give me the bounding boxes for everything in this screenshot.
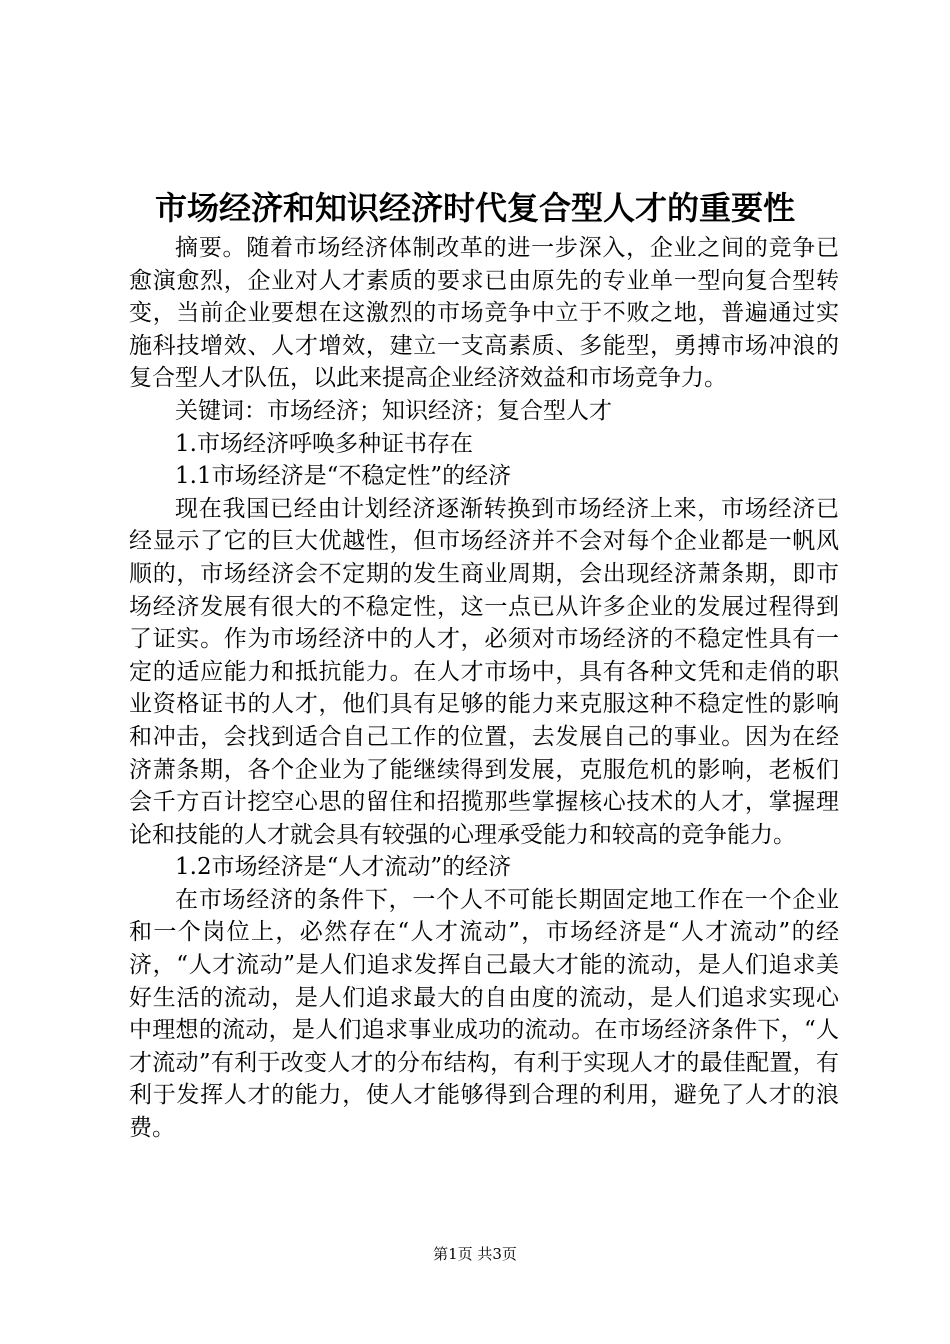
section-heading-1: 1.市场经济呼唤多种证书存在 [175,430,473,457]
keywords-line: 关键词：市场经济；知识经济；复合型人才 [175,397,612,424]
abstract-paragraph: 摘要。随着市场经济体制改革的进一步深入，企业之间的竞争已愈演愈烈，企业对人才素质的要求已由原先的专业单一型向复合型转变，当前企业要想在这激烈的市场竞争中立于不败之地，普遍通过实施科技增效、人才增效，建立一支高素质、多能型，勇搏市场冲浪的复合型人才队伍，以此来提高企业经济效益和市场竞争力。 [129,235,839,392]
page-footer: 第1页 共3页 [433,1245,517,1263]
document-title: 市场经济和知识经济时代复合型人才的重要性 [154,189,795,227]
section-heading-1-1: 1.1市场经济是“不稳定性”的经济 [175,463,512,490]
section-1-1-paragraph: 现在我国已经由计划经济逐渐转换到市场经济上来，市场经济已经显示了它的巨大优越性，但市场经济并不会对每个企业都是一帆风顺的，市场经济会不定期的发生商业周期，会出现经济萧条期，即市场经济发展有很大的不稳定性，这一点已从许多企业的发展过程得到了证实。作为市场经济中的人才，必须对市场经济的不稳定性具有一定的适应能力和抵抗能力。在人才市场中，具有各种文凭和走俏的职业资格证书的人才，他们具有足够的能力来克服这种不稳定性的影响和冲击，会找到适合自己工作的位置，去发展自己的事业。因为在经济萧条期，各个企业为了能继续得到发展，克服危机的影响，老板们会千方百计挖空心思的留住和招揽那些掌握核心技术的人才，掌握理论和技能的人才就会具有较强的心理承受能力和较高的竞争能力。 [129,495,839,848]
section-heading-1-2: 1.2市场经济是“人才流动”的经济 [175,854,512,881]
section-1-2-paragraph: 在市场经济的条件下，一个人不可能长期固定地工作在一个企业和一个岗位上，必然存在“人才流动”，市场经济是“人才流动”的经济，“人才流动”是人们追求发挥自己最大才能的流动，是人们追求美好生活的流动，是人们追求最大的自由度的流动，是人们追求实现心中理想的流动，是人们追求事业成功的流动。在市场经济条件下，“人才流动”有利于改变人才的分布结构，有利于实现人才的最佳配置，有利于发挥人才的能力，使人才能够得到合理的利用，避免了人才的浪费。 [129,886,839,1142]
document-body [129,232,839,1145]
